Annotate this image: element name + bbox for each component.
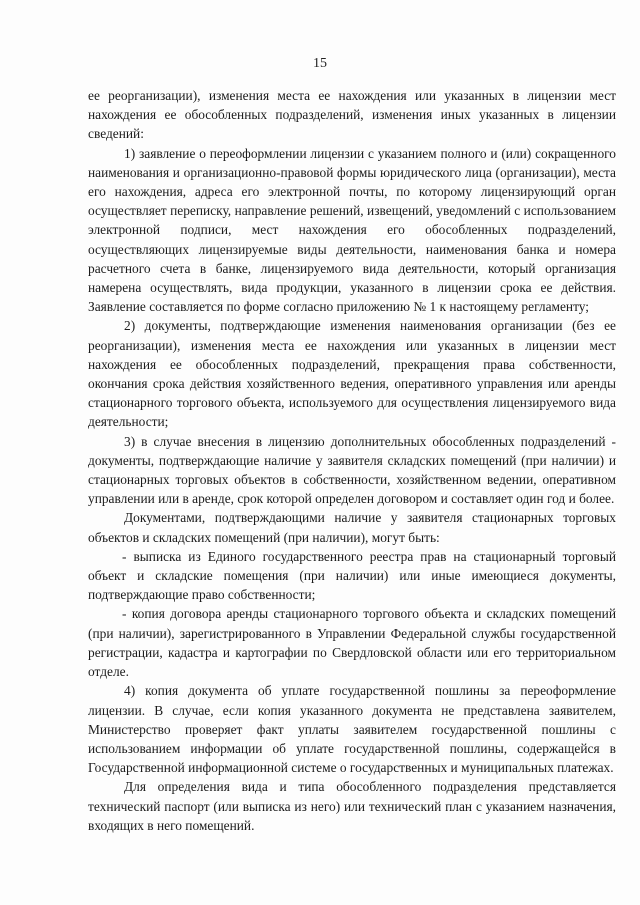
paragraph-item-1: 1) заявление о переоформлении лицензии с указанием полного и (или) сокращенного наименования и организационно-правовой формы юридического лица (организации), места его нахождения, адреса его электронной почты, по которому лицензирующий орган осуществляет переписку, направление решений, извещений, уведомлений с использованием электронной подписи, мест нахождения его обособленных подразделений, осуществляющих лицензируемые виды деятельности, наименования банка и номера расчетного счета в банке, лицензируемого вида деятельности, который организация намерена осуществлять, вида продукции, указанного в лицензии срока ее действия. Заявление составляется по форме согласно приложению № 1 к настоящему регламенту;	[88, 145, 616, 315]
paragraph-item-2: 2) документы, подтверждающие изменения наименования организации (без ее реорганизации), изменения места ее нахождения или указанных в лицензии мест нахождения ее обособленных подразделений, прекращения права собственности, окончания срока действия хозяйственного ведения, оперативного управления или аренды стационарного торгового объекта, используемого для осуществления лицензируемого вида деятельности;	[88, 318, 616, 430]
paragraph-item-4: 4) копия документа об уплате государственной пошлины за переоформление лицензии. В случае, если копия указанного документа не представлена заявителем, Министерство проверяет факт уплаты заявителем государственной пошлины с использованием информации об уплате государственной пошлины, содержащейся в Государственной информационной системе о государственных и муниципальных платежах.	[88, 683, 616, 776]
paragraph-item-3: 3) в случае внесения в лицензию дополнительных обособленных подразделений - документы, подтверждающие наличие у заявителя складских помещений (при наличии) и стационарных торговых объектов в собственности, хозяйственном ведении, оперативном управлении или в аренде, срок которой определен договором и составляет один год и более.	[88, 433, 616, 507]
paragraph-closing: Для определения вида и типа обособленного подразделения представляется технический паспорт (или выписка из него) или технический план с указанием назначения, входящих в него помещений.	[88, 779, 616, 833]
document-body	[88, 86, 616, 835]
paragraph-bullet-lease: - копия договора аренды стационарного торгового объекта и складских помещений (при наличии), зарегистрированного в Управлении Федеральной службы государственной регистрации, кадастра и картографии по Свердловской области или его территориальном отделе.	[88, 606, 616, 680]
page-number: 15	[313, 56, 327, 71]
paragraph-continuation: ее реорганизации), изменения места ее нахождения или указанных в лицензии мест нахождения ее обособленных подразделений, изменения иных указанных в лицензии сведений:	[88, 88, 616, 142]
paragraph-documents-intro: Документами, подтверждающими наличие у заявителя стационарных торговых объектов и складских помещений (при наличии), могут быть:	[88, 510, 616, 545]
paragraph-bullet-extract: - выписка из Единого государственного реестра прав на стационарный торговый объект и складские помещения (при наличии) или иные имеющиеся документы, подтверждающие право собственности;	[88, 548, 616, 603]
